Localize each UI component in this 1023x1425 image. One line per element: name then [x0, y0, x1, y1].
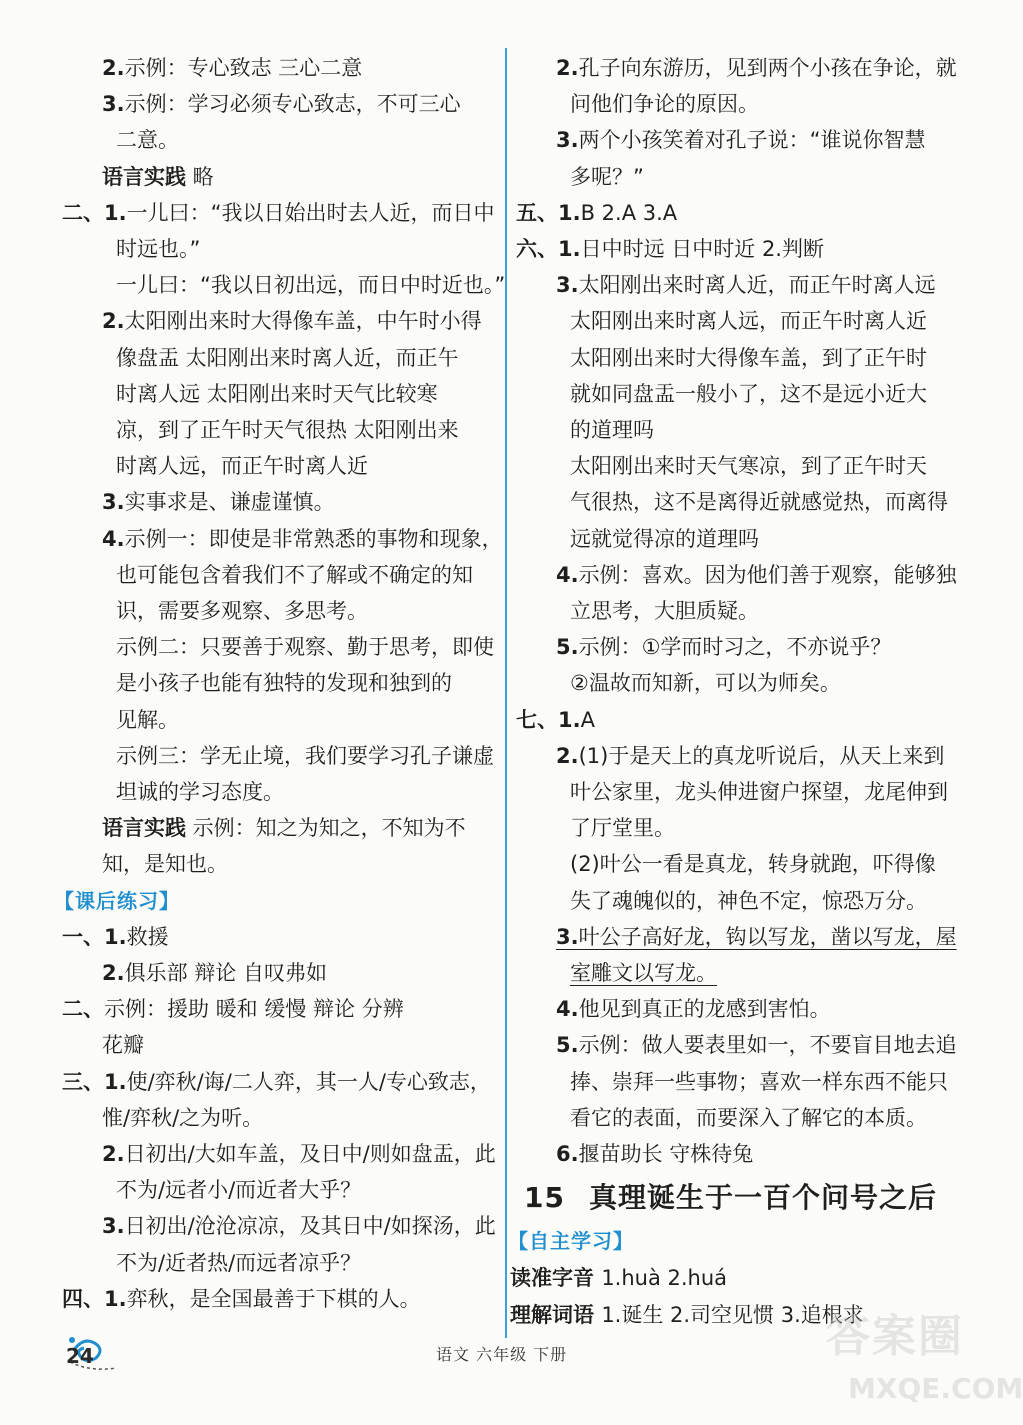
item-number: 2. [556, 56, 579, 80]
practice-line [116, 1172, 361, 1208]
study-line [510, 1297, 864, 1333]
answer-line [570, 86, 759, 122]
item-number: 3. [556, 128, 579, 153]
line-text: 太阳刚出来时离人远，而正午时离人近 [570, 309, 927, 334]
line-text: 花瓣 [102, 1033, 144, 1058]
practice-line [62, 1281, 421, 1317]
line-text: A [580, 707, 595, 732]
line-text: 是小孩子也能有独特的发现和独到的 [116, 671, 452, 696]
section-label: 语言实践 [102, 164, 186, 189]
line-text: (1)于是天上的真龙听说后，从天上来到 [578, 743, 945, 768]
line-text: 凉，到了正午时天气很热 太阳刚出来 [116, 418, 459, 442]
line-text: 使/弈秋/诲/二人弈，其一人/专心致志， [126, 1069, 491, 1094]
line-text: (2)叶公一看是真龙，转身就跑，吓得像 [570, 852, 936, 877]
practice-line [102, 1136, 496, 1172]
line-text: 时离人远 太阳刚出来时天气比较寒 [116, 381, 438, 406]
answer-line [102, 159, 214, 195]
answer-line [116, 593, 368, 629]
answer-line [102, 484, 335, 520]
answer-line [102, 303, 482, 339]
answer-line [116, 231, 200, 267]
answer-line [556, 1136, 753, 1172]
practice-line [102, 1208, 496, 1244]
answer-line [102, 50, 362, 86]
section-label: 语言实践 [102, 816, 186, 841]
item-number: 一、1. [62, 924, 127, 949]
answer-line [116, 557, 473, 593]
answer-line [116, 122, 179, 158]
line-text: 的道理吗 [570, 418, 654, 442]
lesson-number: 15 [524, 1181, 565, 1215]
line-text: 叶公家里，龙头伸进窗户探望，龙尾伸到 [570, 780, 948, 804]
answer-line [556, 1027, 957, 1063]
line-text: 略 [186, 164, 214, 189]
line-text: 室雕文以写龙。 [570, 961, 717, 985]
answer-line [556, 267, 936, 303]
item-number: 七、1. [516, 707, 581, 732]
answer-line [116, 448, 368, 484]
line-text: 弈秋，是全国最善于下棋的人。 [126, 1286, 421, 1311]
line-text: 见解。 [116, 707, 179, 732]
line-text: 看它的表面，而要深入了解它的本质。 [570, 1105, 927, 1130]
line-text: 示例：做人要表里如一，不要盲目地去追 [578, 1033, 957, 1058]
page-number: 24 [66, 1344, 94, 1368]
answer-line [516, 702, 595, 738]
answer-line [570, 521, 759, 557]
practice-line [116, 1245, 361, 1281]
line-text: 他见到真正的龙感到害怕。 [578, 997, 831, 1022]
line-text: 识，需要多观察、多思考。 [116, 599, 368, 623]
line-text: 俱乐部 辩论 自叹弗如 [124, 961, 327, 985]
item-number: 2. [556, 743, 579, 768]
answer-line [116, 376, 438, 412]
study-label: 读准字音 [510, 1266, 602, 1291]
item-number: 2. [102, 961, 125, 985]
answer-line [102, 521, 503, 557]
line-text: 示例三：学无止境，我们要学习孔子谦虚 [116, 743, 494, 768]
line-text: 示例：专心致志 三心二意 [124, 56, 363, 80]
line-text: 日初出/大如车盖，及日中/则如盘盂，此 [124, 1142, 496, 1166]
answer-line [570, 376, 927, 412]
line-text: 两个小孩笑着对孔子说：“谁说你智慧 [578, 128, 926, 153]
line-text: 了厅堂里。 [570, 816, 675, 841]
practice-line [62, 919, 169, 955]
line-text: 不为/远者小/而近者大乎？ [116, 1178, 362, 1203]
line-text: 示例：援助 暖和 缓慢 辩论 分辨 [104, 997, 404, 1022]
line-text: 远就觉得凉的道理吗 [570, 526, 759, 551]
line-text: 多呢？” [570, 164, 644, 189]
answer-line [556, 50, 957, 86]
line-text: 时离人远，而正午时离人近 [116, 454, 368, 479]
column-divider [505, 48, 507, 1338]
answer-line [570, 1100, 927, 1136]
item-number: 3. [556, 273, 579, 298]
answer-line [116, 702, 179, 738]
answer-line [570, 340, 927, 376]
item-number: 4. [556, 997, 579, 1022]
answer-line [570, 810, 675, 846]
answer-line [116, 738, 494, 774]
line-text: 二意。 [116, 128, 179, 153]
item-number: 3. [102, 92, 125, 117]
line-text: 一儿曰：“我以日初出远，而日中时近也。” [116, 273, 506, 298]
answer-line [570, 774, 948, 810]
line-text: 时远也。” [116, 237, 201, 261]
line-text: B 2.A 3.A [580, 200, 678, 225]
line-text: 气很热，这不是离得近就感觉热，而离得 [570, 490, 948, 515]
answer-line [62, 195, 494, 231]
footer-subject: 语文 六年级 下册 [436, 1345, 568, 1364]
answer-line [116, 340, 459, 376]
line-text: 揠苗助长 守株待兔 [578, 1142, 754, 1166]
item-number: 三、1. [62, 1069, 127, 1094]
watermark-url: MXQE.COM [848, 1372, 1023, 1405]
study-line [510, 1260, 727, 1296]
line-text: 太阳刚出来时离人近，而正午时离人远 [578, 273, 936, 298]
section-tag-self-study: 【自主学习】 [508, 1229, 634, 1254]
line-text: 示例：知之为知之，不知为不 [186, 816, 466, 841]
line-text: 示例：喜欢。因为他们善于观察，能够独 [578, 562, 957, 587]
item-number: 2. [102, 309, 125, 334]
line-text: 惟/弈秋/之为听。 [102, 1105, 264, 1130]
line-text: 一儿曰：“我以日始出时去人近，而日中 [126, 200, 495, 225]
answer-line [556, 557, 957, 593]
line-text: 示例一：即使是非常熟悉的事物和现象， [124, 526, 503, 551]
line-text: 孔子向东游历，见到两个小孩在争论，就 [578, 56, 957, 80]
item-number: 二、1. [62, 200, 127, 225]
answer-line [116, 267, 505, 303]
practice-line [62, 991, 404, 1027]
answer-line [570, 665, 841, 701]
line-text: 日中时远 日中时近 2.判断 [580, 237, 824, 261]
answer-line [570, 303, 927, 339]
answer-line [570, 412, 654, 448]
line-text: 示例：学习必须专心致志，不可三心 [124, 92, 461, 117]
line-text: 实事求是、谦虚谨慎。 [124, 490, 335, 515]
answer-line [102, 86, 461, 122]
item-number: 2. [102, 56, 125, 80]
answer-line [102, 810, 466, 846]
line-text: 示例：①学而时习之，不亦说乎？ [578, 635, 892, 660]
item-number: 六、1. [516, 237, 581, 261]
answer-line [116, 629, 494, 665]
answer-line [116, 412, 459, 448]
line-text: 太阳刚出来时大得像车盖，到了正午时 [570, 345, 927, 370]
line-text: 日初出/沧沧凉凉，及其日中/如探汤，此 [124, 1214, 496, 1239]
item-number: 5. [556, 1033, 579, 1058]
line-text: 像盘盂 太阳刚出来时离人近，而正午 [116, 345, 459, 370]
answer-line [570, 883, 927, 919]
answer-line [570, 159, 644, 195]
answer-line [556, 991, 831, 1027]
practice-line [62, 1064, 491, 1100]
lesson-title [524, 1178, 937, 1218]
line-text: 不为/近者热/而远者凉乎？ [116, 1250, 362, 1275]
item-number: 3. [556, 924, 579, 949]
lesson-title-text: 真理诞生于一百个问号之后 [588, 1181, 937, 1215]
answer-line [556, 122, 925, 158]
line-text: 示例二：只要善于观察、勤于思考，即使 [116, 635, 494, 660]
answer-line [570, 484, 948, 520]
answer-line [116, 774, 284, 810]
item-number: 2. [102, 1142, 125, 1166]
item-number: 6. [556, 1142, 579, 1166]
line-text: 问他们争论的原因。 [570, 92, 759, 117]
item-number: 4. [102, 526, 125, 551]
answer-line [570, 955, 717, 991]
line-text: 知，是知也。 [102, 852, 228, 877]
study-label: 理解词语 [510, 1302, 602, 1327]
answer-line [570, 846, 936, 882]
item-number: 5. [556, 635, 579, 660]
item-number: 二、 [62, 997, 104, 1022]
answer-line [570, 1064, 948, 1100]
answer-line [516, 231, 824, 267]
study-text: 1.huà 2.huá [601, 1266, 728, 1291]
line-text: 太阳刚出来时大得像车盖，中午时小得 [124, 309, 482, 334]
line-text: 立思考，大胆质疑。 [570, 599, 759, 623]
practice-line [102, 1100, 263, 1136]
item-number: 3. [102, 490, 125, 515]
practice-line [102, 1027, 144, 1063]
watermark-logo [812, 1300, 1023, 1425]
watermark-brand: 答案圈 [826, 1311, 964, 1362]
line-text: 失了魂魄似的，神色不定，惊恐万分。 [570, 888, 927, 913]
item-number: 4. [556, 562, 579, 587]
practice-line [102, 955, 327, 991]
answer-line [102, 846, 228, 882]
line-text: 也可能包含着我们不了解或不确定的知 [116, 562, 473, 587]
line-text: 太阳刚出来时天气寒凉，到了正午时天 [570, 454, 927, 479]
answer-line [570, 448, 927, 484]
answer-line [556, 738, 944, 774]
section-tag-practice: 【课后练习】 [54, 888, 180, 913]
line-text: 就如同盘盂一般小了，这不是远小近大 [570, 381, 927, 406]
answer-line [570, 593, 759, 629]
study-text: 1.诞生 2.司空见惯 3.追根求 [601, 1302, 864, 1327]
line-text: 捧、崇拜一些事物；喜欢一样东西不能只 [570, 1069, 948, 1094]
line-text: ②温故而知新，可以为师矣。 [570, 671, 841, 696]
answer-line [556, 629, 891, 665]
answer-line [556, 919, 957, 955]
item-number: 3. [102, 1214, 125, 1239]
answer-line [516, 195, 677, 231]
line-text: 叶公子高好龙，钩以写龙，凿以写龙，屋 [578, 924, 957, 949]
line-text: 坦诚的学习态度。 [116, 780, 284, 804]
item-number: 四、1. [62, 1286, 127, 1311]
answer-line [116, 665, 452, 701]
item-number: 五、1. [516, 200, 581, 225]
line-text: 救援 [126, 924, 169, 949]
